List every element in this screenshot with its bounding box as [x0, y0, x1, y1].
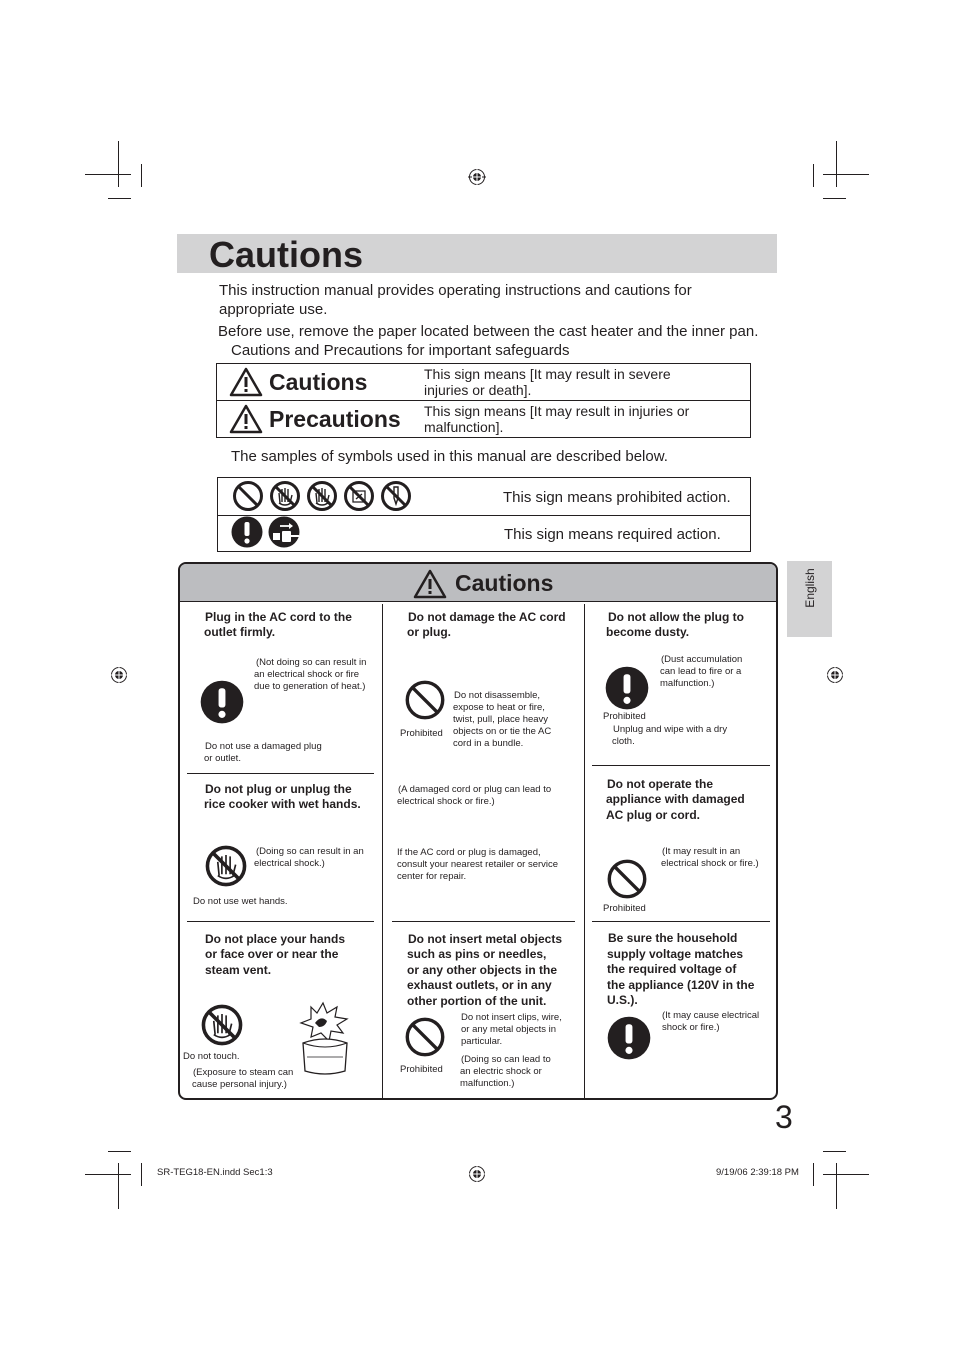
legend-meaning: injuries or death]. — [424, 382, 532, 398]
caution-text: twist, pull, place heavy — [453, 714, 549, 725]
language-tab — [787, 561, 832, 637]
required-action-icon — [231, 516, 263, 548]
caution-heading: or face over or near the — [205, 947, 339, 961]
caution-heading: Do not allow the plug to — [608, 610, 744, 624]
caution-text: (It may cause electrical — [662, 1010, 760, 1021]
caution-heading: other portion of the unit. — [407, 994, 547, 1008]
caution-text: (It may result in an — [662, 846, 741, 857]
registration-mark-icon — [826, 666, 844, 684]
caution-text: consult your nearest retailer or service — [397, 859, 559, 870]
caution-text: center for repair. — [397, 871, 467, 882]
prohibited-icon — [404, 1016, 446, 1058]
caution-text: or any metal objects in — [461, 1024, 557, 1035]
registration-mark-icon — [468, 168, 486, 186]
caution-text: cord in a bundle. — [453, 738, 524, 749]
registration-mark-icon — [110, 666, 128, 684]
caution-heading: exhaust outlets, or in any — [407, 978, 552, 992]
caution-text: (Doing so can lead to — [461, 1054, 551, 1065]
caution-heading: Do not operate the — [607, 777, 714, 791]
intro-line: Before use, remove the paper located between the cast heater and the inner pan. — [218, 323, 759, 340]
caution-text: (Exposure to steam can — [193, 1067, 294, 1078]
registration-mark-icon — [468, 1165, 486, 1183]
caution-text: Do not touch. — [183, 1051, 240, 1062]
no-wet-hands-icon — [269, 480, 301, 512]
do-not-touch-icon — [200, 1003, 244, 1047]
cautions-panel — [178, 562, 778, 1100]
prohibited-label: Prohibited — [400, 1064, 443, 1075]
caution-text: can lead to fire or a — [660, 666, 742, 677]
prohibited-label: Prohibited — [400, 728, 443, 739]
required-action-icon — [607, 1016, 651, 1060]
prohibited-label: Prohibited — [603, 903, 646, 914]
warning-triangle-icon — [413, 569, 447, 599]
caution-text: cause personal injury.) — [192, 1079, 287, 1090]
caution-text: particular. — [461, 1036, 503, 1047]
legend-meaning: malfunction]. — [424, 419, 504, 435]
caution-text: an electric shock or — [460, 1066, 542, 1077]
caution-text: malfunction.) — [460, 1078, 515, 1089]
symbols-intro: The samples of symbols used in this manual are described below. — [231, 448, 668, 465]
caution-heading: Plug in the AC cord to the — [205, 610, 352, 624]
caution-heading: Be sure the household — [608, 931, 738, 945]
do-not-touch-icon — [306, 480, 338, 512]
unplug-icon — [268, 516, 300, 548]
required-meaning: This sign means required action. — [504, 526, 721, 543]
warning-triangle-icon — [229, 404, 263, 434]
caution-heading: the appliance (120V in the — [607, 978, 755, 992]
rice-cooker-steam-icon — [295, 1001, 355, 1077]
caution-text: Do not use wet hands. — [193, 896, 288, 907]
caution-text: due to generation of heat.) — [254, 681, 366, 692]
prohibited-label: Prohibited — [603, 711, 646, 722]
caution-text: electrical shock.) — [254, 858, 325, 869]
caution-text: Do not insert clips, wire, — [461, 1012, 562, 1023]
intro-line: This instruction manual provides operating instructions and cautions for — [219, 282, 692, 299]
no-wet-hands-icon — [204, 844, 248, 888]
caution-heading: or any other objects in the — [407, 963, 558, 977]
caution-text: If the AC cord or plug is damaged, — [397, 847, 541, 858]
caution-heading: U.S.). — [607, 993, 638, 1007]
no-water-icon — [343, 480, 375, 512]
caution-heading: Do not damage the AC cord — [408, 610, 566, 624]
caution-text: electrical shock or fire.) — [397, 796, 495, 807]
legend-meaning: This sign means [It may result in injuries or — [424, 403, 690, 419]
caution-text: (Doing so can result in an — [256, 846, 364, 857]
caution-heading: supply voltage matches — [607, 947, 744, 961]
prohibited-icon — [404, 679, 446, 721]
intro-line: appropriate use. — [219, 301, 328, 318]
caution-heading: appliance with damaged — [606, 792, 745, 806]
caution-text: Do not use a damaged plug — [205, 741, 322, 752]
prohibited-icon — [606, 858, 648, 900]
do-not-disassemble-icon — [380, 480, 412, 512]
precautions-label: Precautions — [269, 406, 401, 432]
caution-heading: AC plug or cord. — [606, 808, 700, 822]
caution-text: an electrical shock or fire — [254, 669, 360, 680]
caution-text: Do not disassemble, — [454, 690, 541, 701]
prohibited-icon — [232, 480, 264, 512]
page-number: 3 — [775, 1099, 793, 1135]
caution-text: or outlet. — [204, 753, 241, 764]
caution-text: malfunction.) — [660, 678, 715, 689]
required-action-icon — [605, 666, 649, 710]
required-action-icon — [200, 680, 244, 724]
caution-heading: Do not place your hands — [205, 932, 346, 946]
caution-heading: outlet firmly. — [204, 625, 276, 639]
caution-text: (Dust accumulation — [661, 654, 743, 665]
caution-text: expose to heat or fire, — [453, 702, 545, 713]
caution-heading: such as pins or needles, — [407, 947, 547, 961]
caution-heading: Do not plug or unplug the — [205, 782, 352, 796]
caution-text: objects on or tie the AC — [453, 726, 552, 737]
caution-text: electrical shock or fire.) — [661, 858, 759, 869]
footer-timestamp: 9/19/06 2:39:18 PM — [716, 1167, 799, 1178]
warning-triangle-icon — [229, 367, 263, 397]
caution-text: Unplug and wipe with a dry — [613, 724, 728, 735]
caution-heading: Do not insert metal objects — [408, 932, 563, 946]
caution-text: (A damaged cord or plug can lead to — [398, 784, 552, 795]
legend-meaning: This sign means [It may result in severe — [424, 366, 671, 382]
language-label: English — [803, 568, 817, 608]
cautions-label: Cautions — [269, 369, 368, 395]
intro-line: Cautions and Precautions for important safeguards — [231, 342, 570, 359]
caution-text: cloth. — [612, 736, 635, 747]
caution-heading: or plug. — [407, 625, 451, 639]
caution-heading: rice cooker with wet hands. — [204, 797, 361, 811]
prohibited-meaning: This sign means prohibited action. — [503, 489, 731, 506]
caution-text: shock or fire.) — [662, 1022, 720, 1033]
caution-heading: become dusty. — [606, 625, 690, 639]
caution-text: (Not doing so can result in — [256, 657, 367, 668]
panel-title: Cautions — [455, 570, 554, 596]
page-title: Cautions — [209, 234, 364, 275]
caution-heading: the required voltage of — [607, 962, 737, 976]
caution-heading: steam vent. — [205, 963, 272, 977]
footer-file-info: SR-TEG18-EN.indd Sec1:3 — [157, 1167, 273, 1178]
